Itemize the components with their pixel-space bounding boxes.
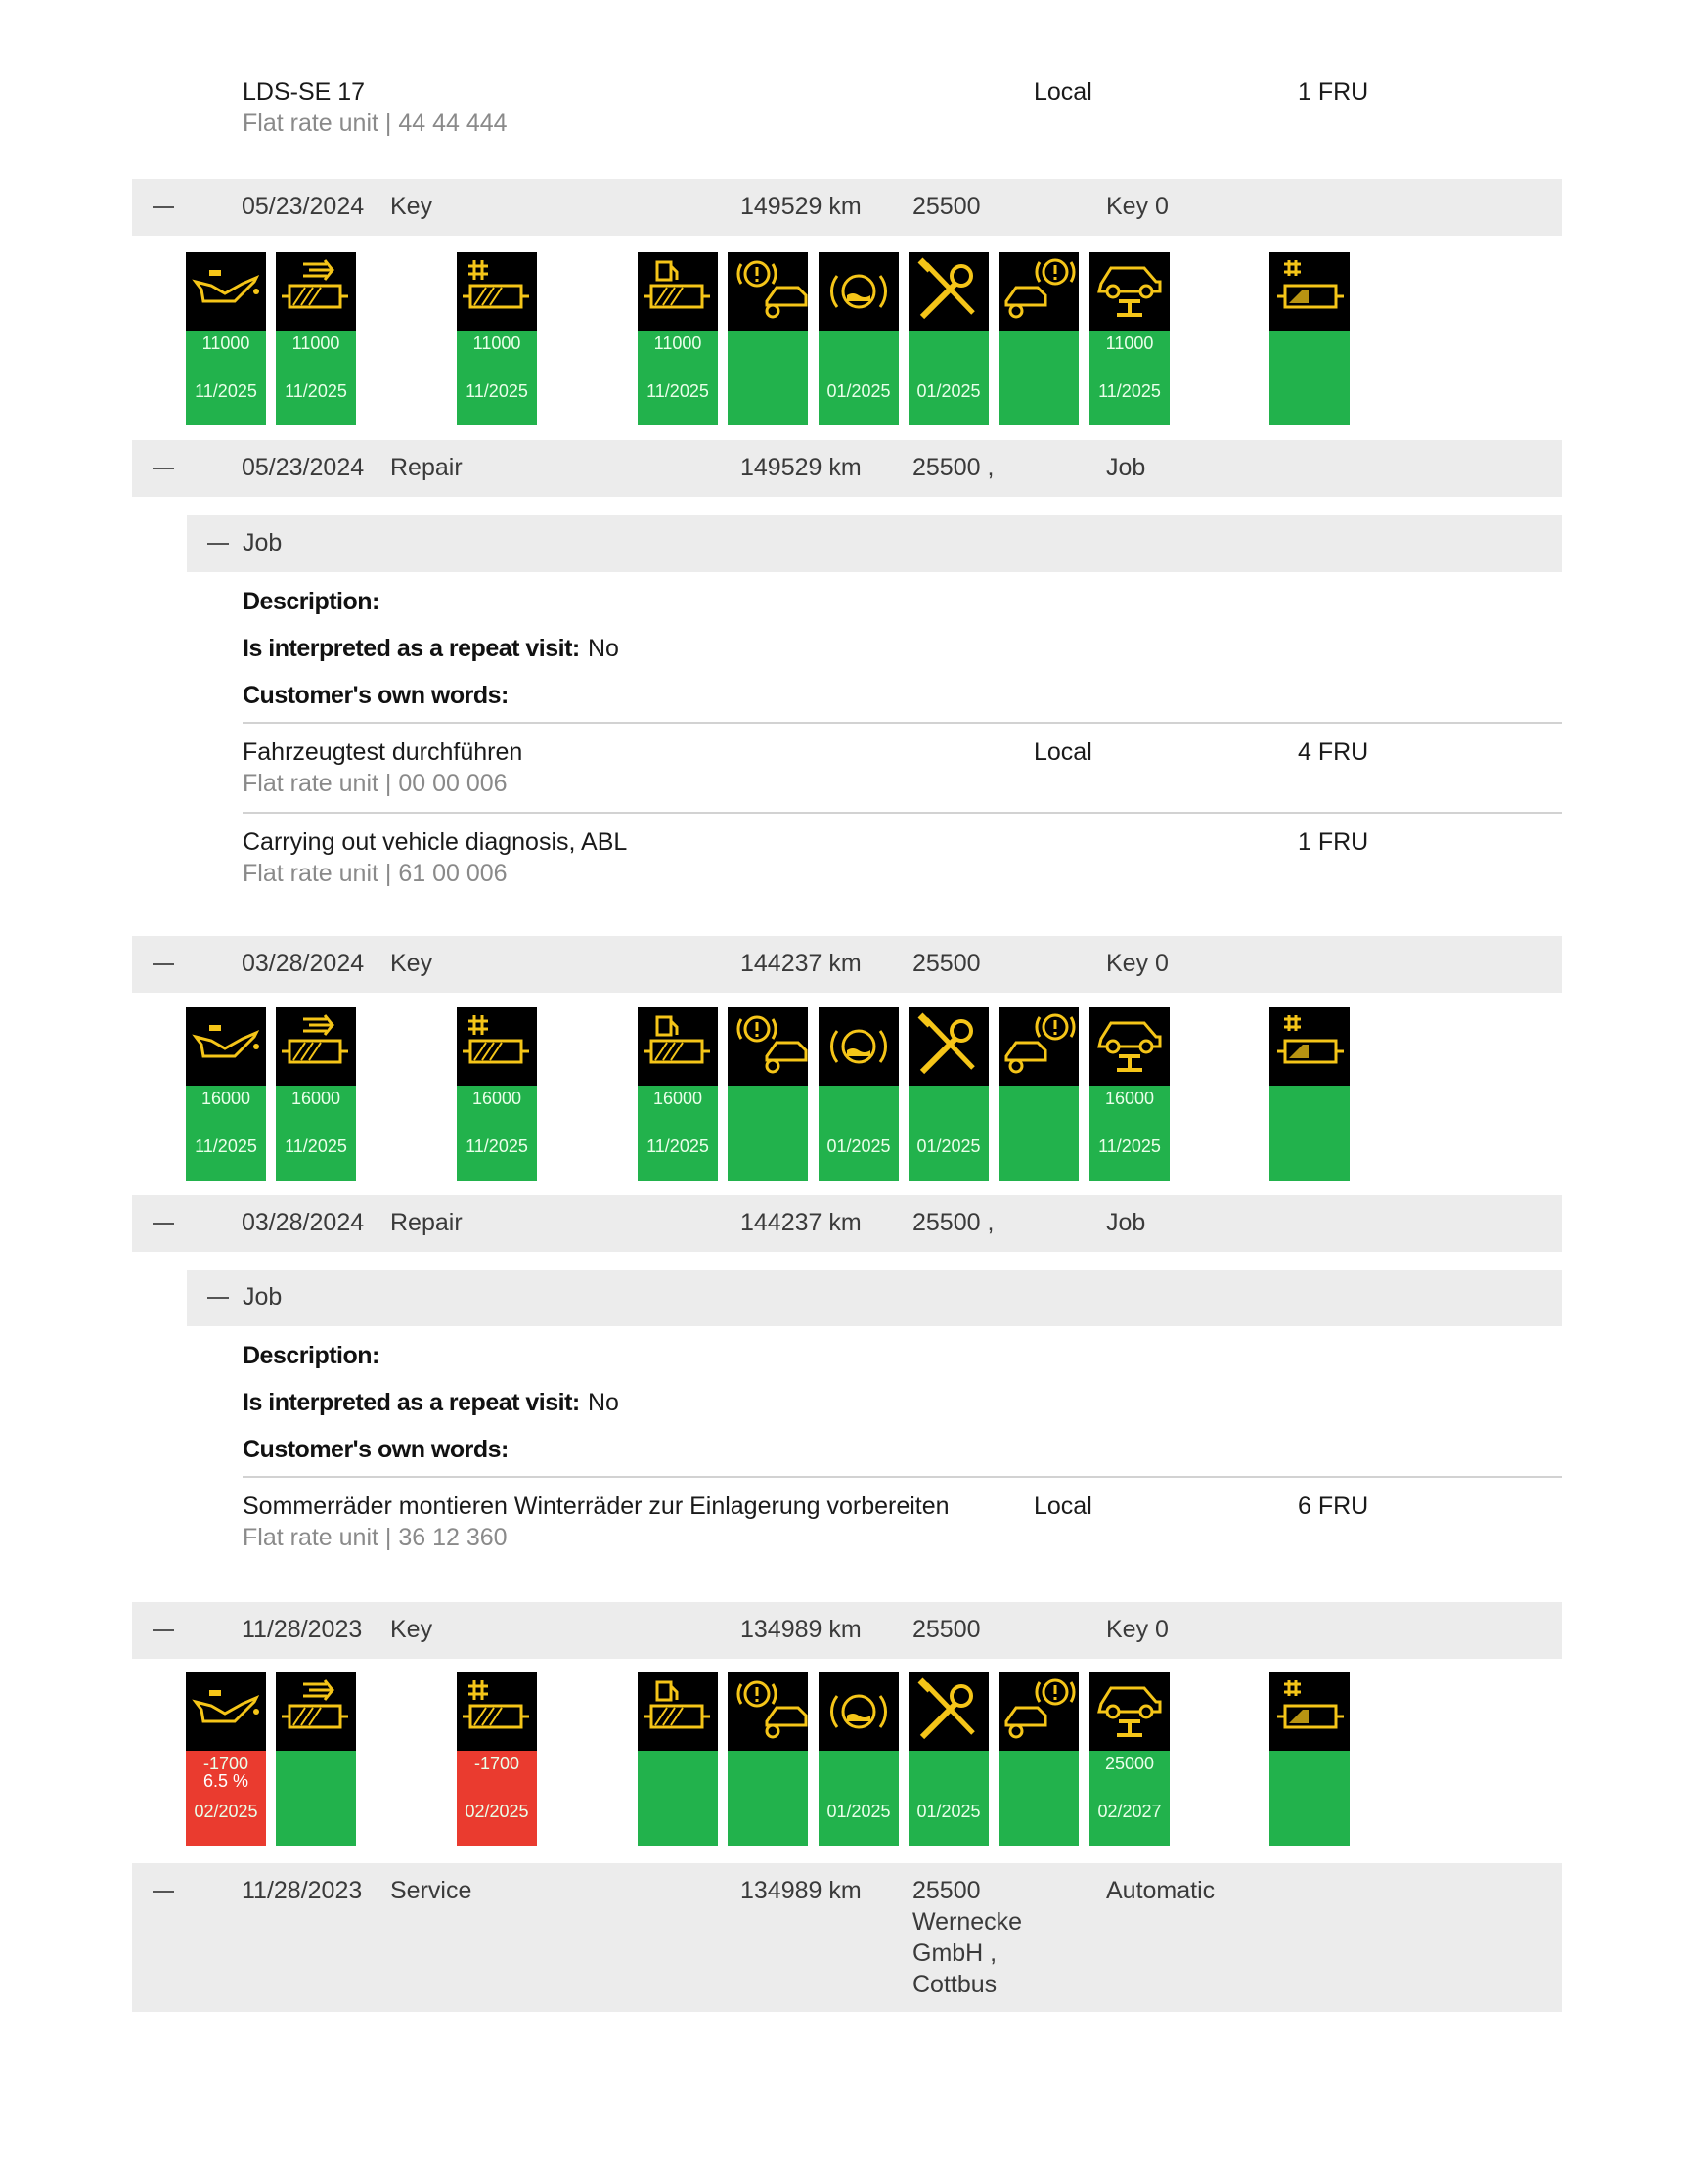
tile-status-area: [909, 1086, 989, 1181]
entry-date: 03/28/2024: [242, 1209, 365, 1236]
tile-icon-area: [999, 1007, 1079, 1086]
status-tile-brake-fluid[interactable]: [819, 1672, 899, 1846]
brake-fluid-icon: [819, 1672, 899, 1751]
vehicle-lift-icon: [1089, 1672, 1170, 1751]
service-tools-icon: [909, 1672, 989, 1751]
status-tile-particle-filter[interactable]: [457, 1007, 537, 1181]
tile-due-date: 02/2027: [1097, 1802, 1162, 1821]
entry-code-line: 25500: [912, 1877, 981, 1904]
tile-due-date: 02/2025: [465, 1802, 529, 1821]
entry-type: Key: [390, 193, 433, 220]
description-label: Description:: [243, 588, 379, 615]
tile-icon-area: [1089, 1007, 1170, 1086]
tile-icon-area: [999, 252, 1079, 331]
entry-type: Repair: [390, 1209, 463, 1236]
status-tile-fuel-filter[interactable]: [638, 1007, 718, 1181]
job-item-location: Local: [1034, 1493, 1092, 1520]
entry-type: Repair: [390, 454, 463, 481]
tile-due-date: 01/2025: [916, 1137, 981, 1156]
item-flat-rate: Flat rate unit | 44 44 444: [243, 110, 508, 137]
status-tile-brake-fluid[interactable]: [819, 252, 899, 425]
status-tile-air-filter[interactable]: [276, 1672, 356, 1846]
repeat-visit-value: No: [588, 1389, 619, 1416]
entry-code: 25500: [912, 193, 981, 220]
status-tile-vehicle-check[interactable]: [999, 1007, 1079, 1181]
status-tile-brake-warning-car[interactable]: [728, 1672, 808, 1846]
collapse-dash-icon[interactable]: [153, 1629, 174, 1631]
tile-status-area: [276, 1751, 356, 1846]
tile-due-date: 11/2025: [195, 381, 257, 401]
entry-type: Key: [390, 950, 433, 977]
vehicle-check-icon: [999, 1007, 1079, 1086]
status-tile-air-filter[interactable]: [276, 1007, 356, 1181]
tile-icon-area: [276, 252, 356, 331]
tile-due-date: 01/2025: [826, 1802, 891, 1821]
tile-icon-area: [186, 1007, 266, 1086]
status-tile-vehicle-lift[interactable]: [1089, 252, 1170, 425]
tile-status-area: [999, 331, 1079, 425]
tile-icon-area: [457, 252, 537, 331]
tile-icon-area: [819, 1007, 899, 1086]
tile-value: 11000: [472, 334, 521, 353]
tile-icon-area: [186, 252, 266, 331]
status-tile-service-tools[interactable]: [909, 1672, 989, 1846]
job-item-flat-rate: Flat rate unit | 36 12 360: [243, 1524, 508, 1551]
entry-mileage: 144237 km: [740, 1209, 862, 1236]
entry-code: 25500 ,: [912, 1209, 995, 1236]
tile-value: -1700: [473, 1754, 520, 1773]
status-tile-brake-fluid[interactable]: [819, 1007, 899, 1181]
particle-filter-icon: [457, 1672, 537, 1751]
tile-status-area: [909, 1751, 989, 1846]
entry-date: 11/28/2023: [242, 1616, 363, 1643]
particle-filter-icon: [457, 252, 537, 331]
tile-icon-area: [1089, 252, 1170, 331]
entry-date: 05/23/2024: [242, 454, 365, 481]
tile-due-date: 01/2025: [916, 1802, 981, 1821]
tile-icon-area: [728, 1672, 808, 1751]
battery-hash-icon: [1269, 252, 1350, 331]
job-item-title: Carrying out vehicle diagnosis, ABL: [243, 828, 628, 856]
entry-info: Key 0: [1106, 1616, 1169, 1643]
description-label: Description:: [243, 1342, 379, 1369]
tile-value: 16000: [290, 1089, 341, 1108]
tile-due-date: 11/2025: [285, 1137, 347, 1156]
entry-code: 25500: [912, 950, 981, 977]
tile-icon-area: [276, 1007, 356, 1086]
entry-type: Service: [390, 1877, 472, 1904]
repeat-visit-label: Is interpreted as a repeat visit:: [243, 1389, 580, 1416]
status-tile-fuel-filter[interactable]: [638, 252, 718, 425]
oil-can-icon: [186, 1672, 266, 1751]
tile-icon-area: [728, 1007, 808, 1086]
job-label: Job: [243, 529, 283, 557]
tile-due-date: 11/2025: [466, 381, 528, 401]
air-filter-icon: [276, 1007, 356, 1086]
fuel-filter-icon: [638, 1007, 718, 1086]
tile-icon-area: [276, 1672, 356, 1751]
job-item-location: Local: [1034, 738, 1092, 766]
status-tile-oil-can[interactable]: [186, 1007, 266, 1181]
entry-info: Key 0: [1106, 950, 1169, 977]
entry-code-line: Cottbus: [912, 1971, 998, 1998]
status-tile-fuel-filter[interactable]: [638, 1672, 718, 1846]
job-item-fru: 6 FRU: [1298, 1493, 1369, 1520]
tile-due-date: 02/2025: [194, 1802, 258, 1821]
customer-words-label: Customer's own words:: [243, 1436, 509, 1463]
entry-info: Automatic: [1106, 1877, 1216, 1904]
battery-hash-icon: [1269, 1672, 1350, 1751]
tile-due-date: 01/2025: [826, 1137, 891, 1156]
tile-value: 16000: [471, 1089, 522, 1108]
entry-type: Key: [390, 1616, 433, 1643]
tile-status-area: [909, 331, 989, 425]
tile-icon-area: [999, 1672, 1079, 1751]
tile-value: 11000: [291, 334, 340, 353]
tile-status-area: [728, 1751, 808, 1846]
entry-mileage: 144237 km: [740, 950, 862, 977]
tile-status-area: [728, 1086, 808, 1181]
job-label: Job: [243, 1283, 283, 1311]
status-tile-air-filter[interactable]: [276, 252, 356, 425]
tile-status-area: [999, 1086, 1079, 1181]
collapse-dash-icon[interactable]: [207, 1297, 229, 1299]
status-tile-vehicle-check[interactable]: [999, 252, 1079, 425]
tile-due-date: 11/2025: [195, 1137, 257, 1156]
entry-date: 05/23/2024: [242, 193, 365, 220]
collapse-dash-icon[interactable]: [153, 206, 174, 208]
customer-words-label: Customer's own words:: [243, 682, 509, 709]
entry-mileage: 149529 km: [740, 454, 862, 481]
brake-warning-car-icon: [728, 1007, 808, 1086]
brake-warning-car-icon: [728, 1672, 808, 1751]
fuel-filter-icon: [638, 252, 718, 331]
vehicle-lift-icon: [1089, 1007, 1170, 1086]
vehicle-lift-icon: [1089, 252, 1170, 331]
status-tile-brake-warning-car[interactable]: [728, 252, 808, 425]
tile-value: 11000: [653, 334, 702, 353]
entry-info: Job: [1106, 454, 1146, 481]
tile-status-area: [638, 1751, 718, 1846]
entry-code: 25500 ,: [912, 454, 995, 481]
status-tile-vehicle-lift[interactable]: [1089, 1672, 1170, 1846]
status-tile-particle-filter[interactable]: [457, 252, 537, 425]
tile-due-date: 01/2025: [916, 381, 981, 401]
tile-icon-area: [728, 252, 808, 331]
tile-icon-area: [819, 1672, 899, 1751]
collapse-dash-icon[interactable]: [153, 1891, 174, 1893]
oil-can-icon: [186, 1007, 266, 1086]
tile-status-area: [999, 1751, 1079, 1846]
job-item-flat-rate: Flat rate unit | 61 00 006: [243, 860, 508, 887]
brake-warning-car-icon: [728, 252, 808, 331]
status-tile-battery-hash[interactable]: [1269, 1007, 1350, 1181]
tile-icon-area: [909, 1007, 989, 1086]
tile-due-date: 11/2025: [646, 381, 709, 401]
status-tile-vehicle-check[interactable]: [999, 1672, 1079, 1846]
vehicle-check-icon: [999, 1672, 1079, 1751]
job-header[interactable]: [187, 1270, 1562, 1326]
status-tile-oil-can[interactable]: [186, 252, 266, 425]
repeat-visit-value: No: [588, 635, 619, 662]
tile-status-area: [819, 331, 899, 425]
status-tile-battery-hash[interactable]: [1269, 1672, 1350, 1846]
tile-icon-area: [457, 1672, 537, 1751]
tile-status-area: [1269, 1086, 1350, 1181]
tile-value: 16000: [200, 1089, 251, 1108]
air-filter-icon: [276, 252, 356, 331]
status-tile-oil-can[interactable]: [186, 1672, 266, 1846]
tile-icon-area: [1269, 1007, 1350, 1086]
collapse-dash-icon[interactable]: [207, 543, 229, 545]
tile-status-area: [728, 331, 808, 425]
tile-status-area: [1269, 331, 1350, 425]
tile-status-area: [819, 1086, 899, 1181]
tile-icon-area: [819, 252, 899, 331]
status-tile-vehicle-lift[interactable]: [1089, 1007, 1170, 1181]
divider-line: [243, 812, 1562, 814]
entry-date: 03/28/2024: [242, 950, 365, 977]
entry-mileage: 134989 km: [740, 1616, 862, 1643]
status-tile-service-tools[interactable]: [909, 252, 989, 425]
tile-icon-area: [638, 1672, 718, 1751]
status-tile-battery-hash[interactable]: [1269, 252, 1350, 425]
tile-due-date: 11/2025: [1098, 381, 1161, 401]
status-tile-particle-filter[interactable]: [457, 1672, 537, 1846]
air-filter-icon: [276, 1672, 356, 1751]
tile-icon-area: [638, 1007, 718, 1086]
repeat-visit-label: Is interpreted as a repeat visit:: [243, 635, 580, 662]
particle-filter-icon: [457, 1007, 537, 1086]
entry-code-line: GmbH ,: [912, 1939, 998, 1967]
tile-due-date: 01/2025: [826, 381, 891, 401]
brake-fluid-icon: [819, 1007, 899, 1086]
job-item-title: Sommerräder montieren Winterräder zur Einlagerung vorbereiten: [243, 1493, 950, 1520]
collapse-dash-icon[interactable]: [153, 963, 174, 965]
entry-info: Key 0: [1106, 193, 1169, 220]
divider-line: [243, 1476, 1562, 1478]
tile-icon-area: [638, 252, 718, 331]
tile-icon-area: [1269, 1672, 1350, 1751]
tile-percent: 6.5 %: [202, 1771, 249, 1791]
entry-mileage: 149529 km: [740, 193, 862, 220]
tile-icon-area: [909, 1672, 989, 1751]
tile-value: 11000: [201, 334, 250, 353]
entry-code-line: Wernecke: [912, 1908, 1023, 1936]
entry-date: 11/28/2023: [242, 1877, 363, 1904]
item-fru: 1 FRU: [1298, 78, 1369, 106]
tile-due-date: 11/2025: [1098, 1137, 1161, 1156]
tile-value: -1700: [202, 1754, 249, 1773]
tile-value: 11000: [1105, 334, 1154, 353]
service-tools-icon: [909, 252, 989, 331]
tile-icon-area: [1269, 252, 1350, 331]
tile-due-date: 11/2025: [466, 1137, 528, 1156]
job-item-title: Fahrzeugtest durchführen: [243, 738, 523, 766]
entry-code: 25500: [912, 1616, 981, 1643]
vehicle-check-icon: [999, 252, 1079, 331]
brake-fluid-icon: [819, 252, 899, 331]
job-header[interactable]: [187, 515, 1562, 572]
collapse-dash-icon[interactable]: [153, 468, 174, 469]
entry-mileage: 134989 km: [740, 1877, 862, 1904]
collapse-dash-icon[interactable]: [153, 1223, 174, 1225]
tile-value: 16000: [1104, 1089, 1155, 1108]
tile-due-date: 11/2025: [646, 1137, 709, 1156]
tile-due-date: 11/2025: [285, 381, 347, 401]
tile-value: 16000: [652, 1089, 703, 1108]
status-tile-service-tools[interactable]: [909, 1007, 989, 1181]
battery-hash-icon: [1269, 1007, 1350, 1086]
tile-status-area: [819, 1751, 899, 1846]
service-tools-icon: [909, 1007, 989, 1086]
tile-icon-area: [457, 1007, 537, 1086]
status-tile-brake-warning-car[interactable]: [728, 1007, 808, 1181]
job-item-fru: 1 FRU: [1298, 828, 1369, 856]
job-item-flat-rate: Flat rate unit | 00 00 006: [243, 770, 508, 797]
item-location: Local: [1034, 78, 1092, 106]
item-title: LDS-SE 17: [243, 78, 366, 106]
tile-icon-area: [1089, 1672, 1170, 1751]
job-item-fru: 4 FRU: [1298, 738, 1369, 766]
tile-icon-area: [909, 252, 989, 331]
fuel-filter-icon: [638, 1672, 718, 1751]
oil-can-icon: [186, 252, 266, 331]
entry-info: Job: [1106, 1209, 1146, 1236]
divider-line: [243, 722, 1562, 724]
tile-value: 25000: [1104, 1754, 1155, 1773]
tile-status-area: [1269, 1751, 1350, 1846]
tile-icon-area: [186, 1672, 266, 1751]
